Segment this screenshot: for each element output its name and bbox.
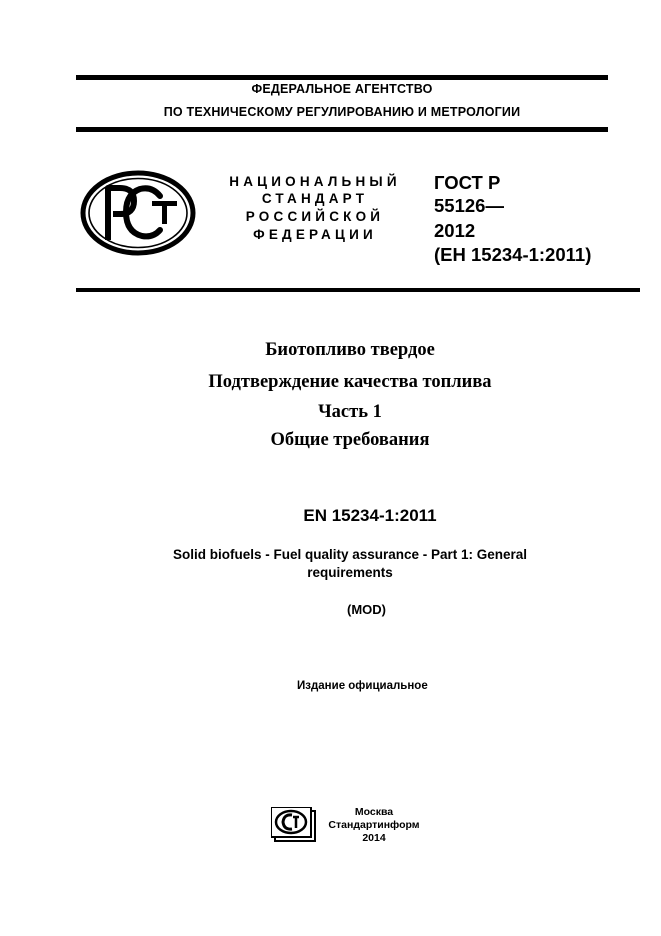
gost-designation-line-4: (ЕН 15234-1:2011) [434, 244, 592, 265]
agency-line-1: ФЕДЕРАЛЬНОЕ АГЕНТСТВО [251, 82, 433, 96]
national-standard-line-1: НАЦИОНАЛЬНЫЙ [229, 174, 401, 189]
publisher-city: Москва [354, 806, 394, 818]
en-title-line-1: Solid biofuels - Fuel quality assurance - Part 1: General [172, 547, 528, 562]
agency-line-2: ПО ТЕХНИЧЕСКОМУ РЕГУЛИРОВАНИЮ И МЕТРОЛОГИИ [163, 105, 521, 119]
top-rule [76, 75, 608, 80]
standard-bottom-rule [76, 288, 640, 292]
mod-marker: (MOD) [347, 602, 386, 617]
publisher-year: 2014 [362, 832, 386, 844]
header-bottom-rule [76, 127, 608, 132]
title-line-2: Подтверждение качества топлива [208, 372, 492, 392]
standartinform-logo-icon [271, 807, 319, 843]
title-line-3: Часть 1 [318, 402, 382, 422]
title-line-4: Общие требования [270, 430, 430, 450]
publisher-name: Стандартинформ [328, 819, 420, 831]
edition-label: Издание официальное [297, 680, 428, 692]
gost-designation-line-3: 2012 [434, 220, 476, 241]
en-title-line-2: requirements [307, 565, 393, 580]
en-standard-code: EN 15234-1:2011 [303, 506, 437, 525]
national-standard-line-4: ФЕДЕРАЦИИ [253, 227, 377, 242]
gost-r-certification-mark-icon [80, 170, 196, 256]
national-standard-line-3: РОССИЙСКОЙ [245, 209, 385, 224]
gost-designation-line-1: ГОСТ Р [434, 172, 501, 193]
title-line-1: Биотопливо твердое [265, 340, 435, 360]
national-standard-line-2: СТАНДАРТ [261, 191, 369, 206]
gost-designation-line-2: 55126— [434, 195, 504, 216]
